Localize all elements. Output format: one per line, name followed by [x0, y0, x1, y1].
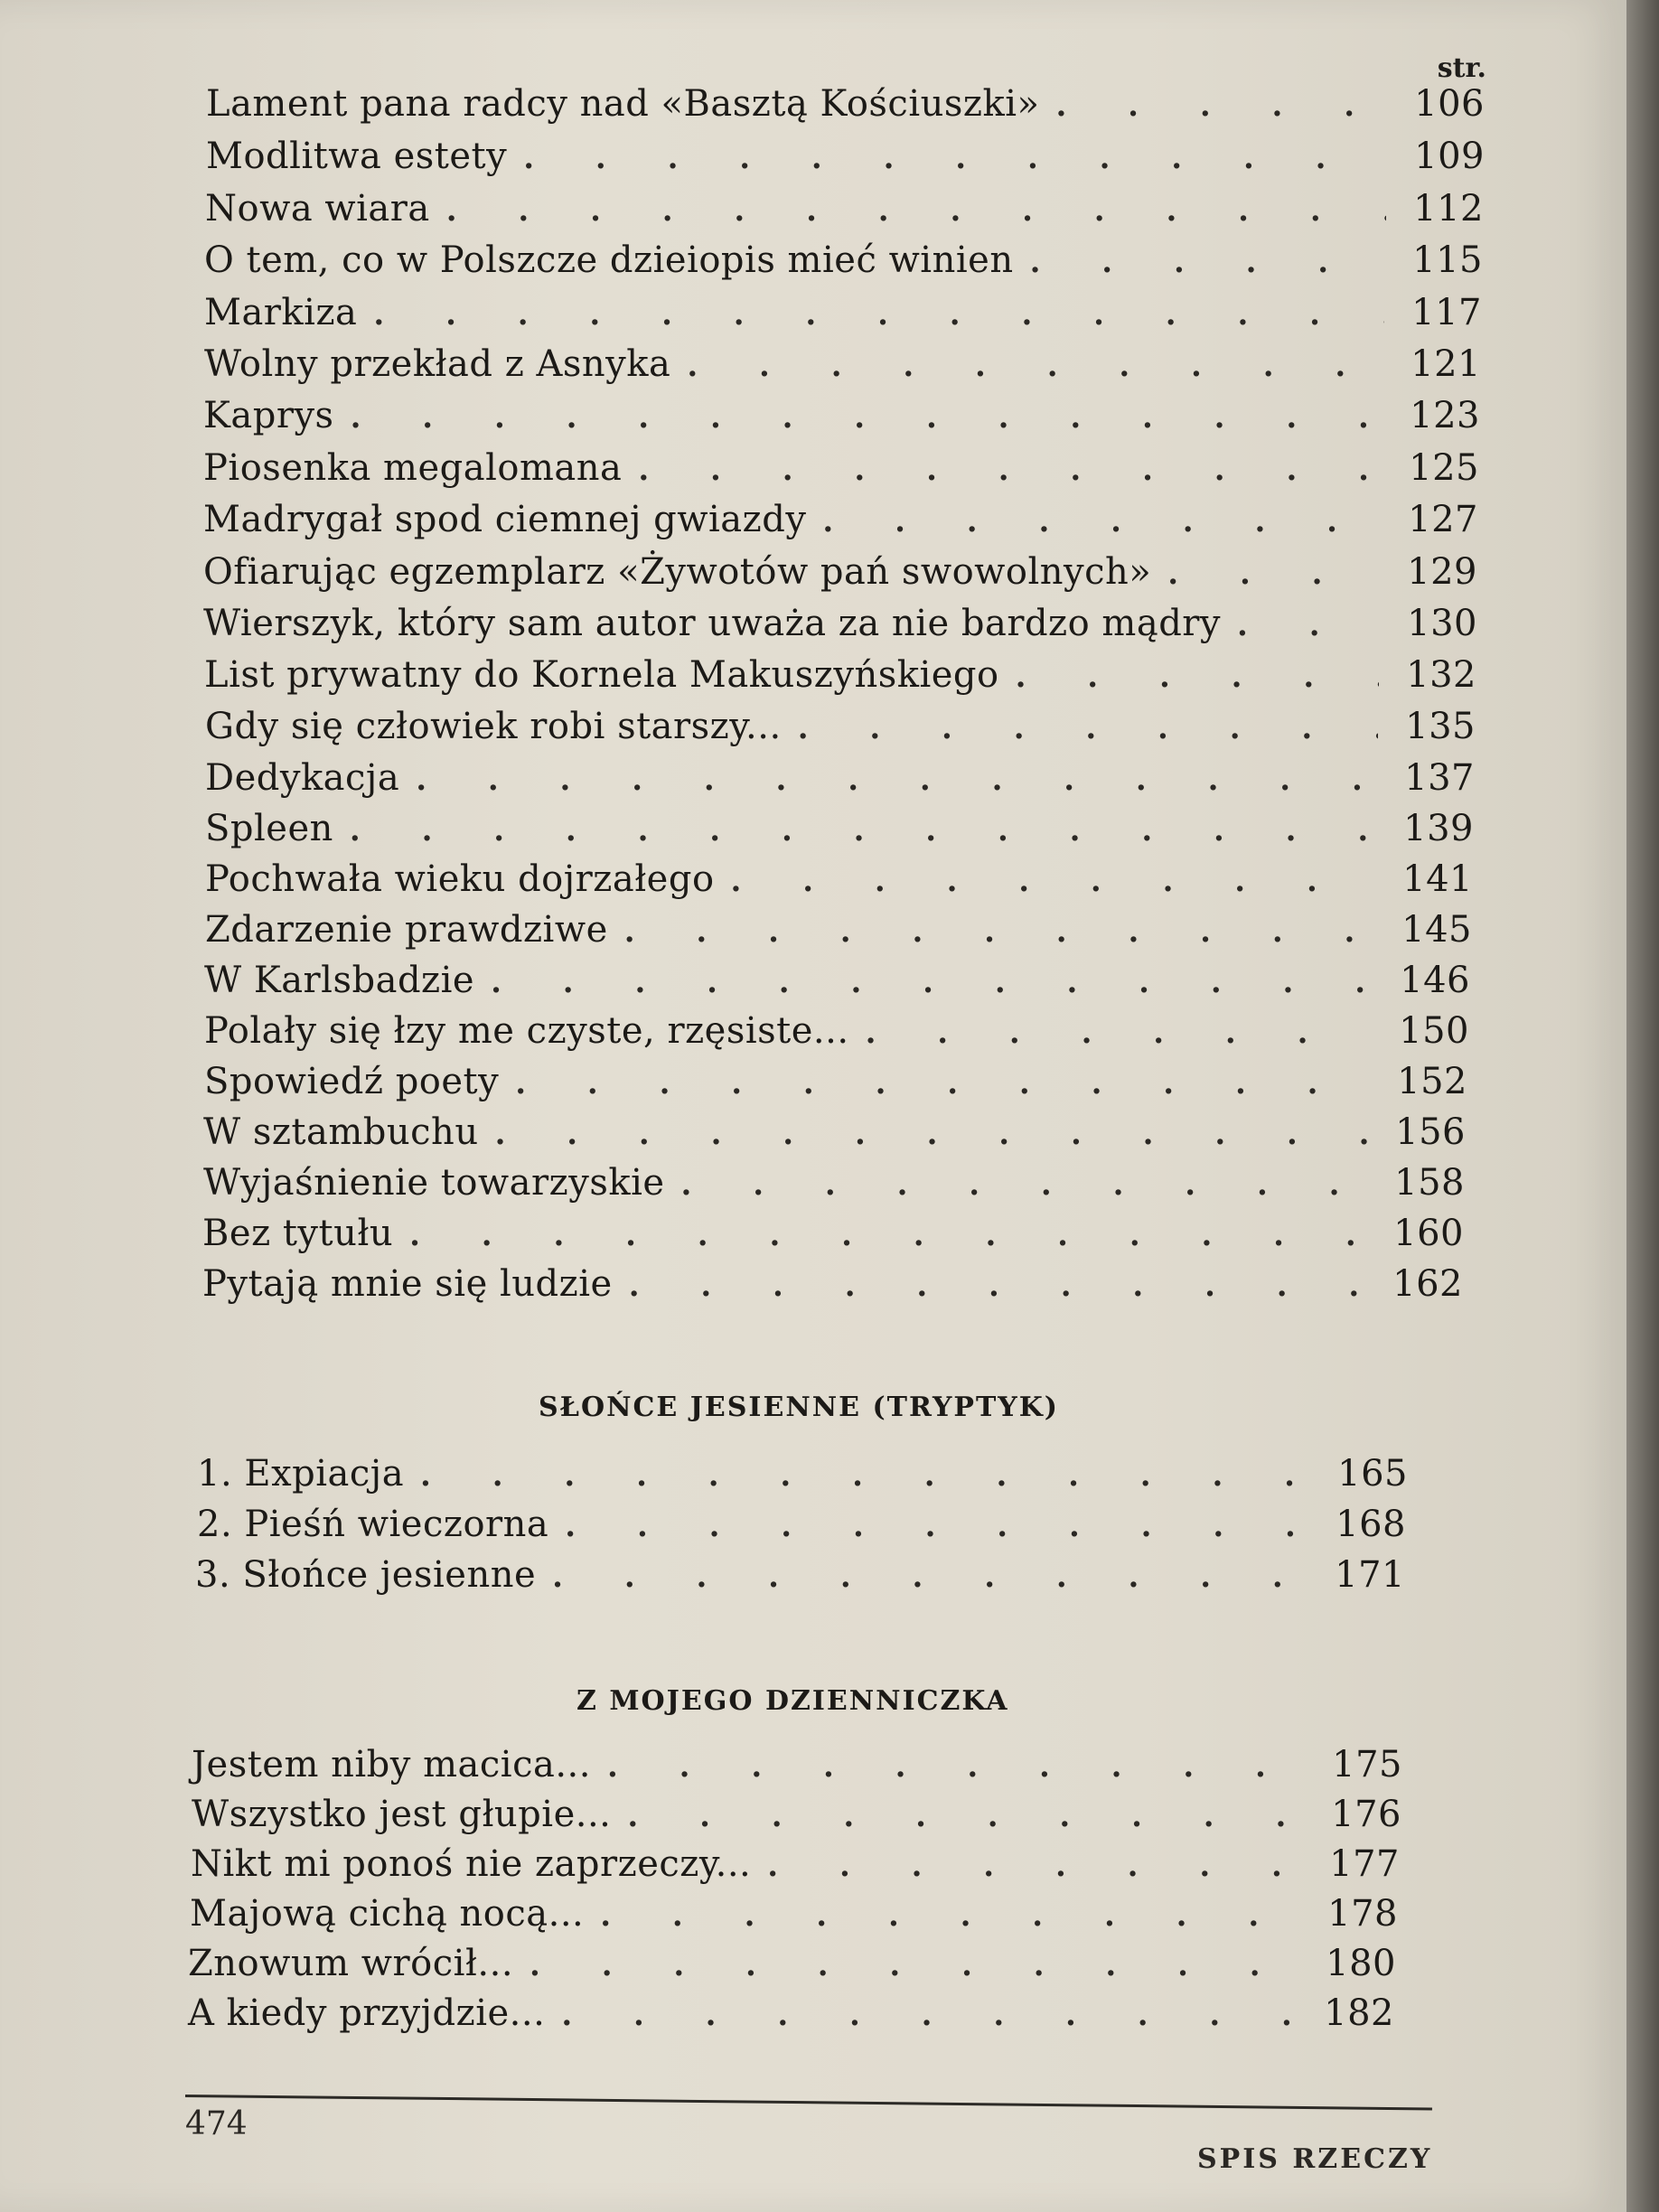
entry-title: Ofiarując egzemplarz «Żywotów pań swowolnych»	[203, 551, 1152, 593]
entry-title: 3. Słońce jesienne	[195, 1554, 537, 1596]
toc-entry	[203, 603, 1477, 644]
entry-title: Markiza	[204, 292, 358, 333]
entry-page: 145	[1401, 909, 1472, 951]
toc-entry	[190, 1893, 1398, 1935]
dot-leader	[607, 1751, 1305, 1782]
toc-entry	[203, 447, 1479, 489]
entry-title: Zdarzenie prawdziwe	[205, 909, 608, 951]
entry-page: 139	[1403, 808, 1474, 849]
dot-leader	[681, 1169, 1367, 1200]
dot-leader	[565, 1511, 1308, 1542]
entry-page: 115	[1412, 239, 1483, 281]
section-heading-tryptyk: SŁOŃCE JESIENNE (TRYPTYK)	[539, 1392, 1059, 1423]
toc-entry	[204, 1010, 1469, 1052]
toc-entry	[203, 1162, 1465, 1204]
entry-page: 176	[1331, 1794, 1401, 1835]
dot-leader	[624, 916, 1374, 947]
entry-page: 180	[1326, 1943, 1396, 1984]
dot-leader	[687, 351, 1383, 381]
toc-entry	[188, 1992, 1394, 2034]
entry-page: 123	[1410, 395, 1480, 436]
entry-title: Polały się łzy me czyste, rzęsiste...	[204, 1010, 849, 1052]
toc-entry	[205, 909, 1472, 951]
dot-leader	[446, 195, 1386, 226]
toc-entry	[205, 808, 1474, 849]
toc-entry	[203, 1111, 1466, 1153]
dot-leader	[629, 1270, 1365, 1301]
dot-leader	[866, 1017, 1372, 1048]
entry-title: Jestem niby macica...	[192, 1744, 591, 1786]
toc-entry	[205, 706, 1476, 747]
entry-title: Spowiedź poety	[204, 1061, 500, 1102]
toc-entry	[205, 188, 1484, 230]
toc-entry	[203, 499, 1478, 540]
entry-page: 171	[1335, 1554, 1405, 1596]
toc-entry	[204, 292, 1482, 333]
dot-leader	[822, 506, 1381, 537]
toc-entry	[202, 1213, 1464, 1254]
dot-leader	[1030, 247, 1385, 277]
entry-page: 165	[1337, 1453, 1408, 1495]
dot-leader	[561, 2000, 1297, 2030]
toc-entry	[206, 136, 1485, 177]
toc-entry	[204, 654, 1476, 696]
entry-page: 125	[1409, 447, 1479, 489]
entry-page: 182	[1324, 1992, 1394, 2034]
entry-page: 160	[1393, 1213, 1464, 1254]
entry-page: 127	[1408, 499, 1478, 540]
entry-page: 178	[1327, 1893, 1398, 1935]
entry-page: 158	[1394, 1162, 1465, 1204]
dot-leader	[351, 402, 1382, 433]
entry-title: Lament pana radcy nad «Basztą Kościuszki»	[206, 83, 1040, 125]
dot-leader	[373, 299, 1384, 330]
toc-entry	[188, 1943, 1396, 1984]
page-column-label: str.	[1437, 52, 1486, 84]
dot-leader	[530, 1950, 1298, 1981]
toc-entry	[197, 1453, 1408, 1495]
dot-leader	[420, 1460, 1310, 1491]
toc-entry	[192, 1794, 1401, 1835]
section-heading-dzienniczek: Z MOJEGO DZIENNICZKA	[576, 1685, 1009, 1717]
footer-page-number: 474	[185, 2105, 248, 2142]
entry-title: W Karlsbadzie	[204, 960, 475, 1001]
toc-entry	[204, 960, 1470, 1001]
entry-title: Znowum wrócił...	[188, 1943, 514, 1984]
dot-leader	[731, 866, 1375, 896]
dot-leader	[515, 1068, 1370, 1099]
dot-leader	[1167, 558, 1380, 589]
entry-title: W sztambuchu	[203, 1111, 479, 1153]
dot-leader	[627, 1801, 1304, 1832]
entry-title: Dedykacja	[205, 757, 400, 799]
toc-entry	[204, 1061, 1467, 1102]
entry-title: Piosenka megalomana	[203, 447, 623, 489]
dot-leader	[767, 1851, 1302, 1881]
entry-title: Gdy się człowiek robi starszy...	[205, 706, 782, 747]
dot-leader	[600, 1900, 1300, 1931]
entry-title: Majową cichą nocą...	[190, 1893, 585, 1935]
toc-entry	[204, 239, 1483, 281]
dot-leader	[638, 455, 1382, 485]
entry-page: 112	[1413, 188, 1484, 230]
entry-page: 137	[1404, 757, 1475, 799]
dot-leader	[798, 713, 1378, 744]
entry-title: Wolny przekład z Asnyka	[204, 343, 671, 385]
entry-title: O tem, co w Polszcze dzieiopis mieć winien	[204, 239, 1014, 281]
footer-running-title: SPIS RZECZY	[1197, 2143, 1433, 2175]
entry-title: Madrygał spod ciemnej gwiazdy	[203, 499, 807, 540]
entry-title: Kaprys	[203, 395, 334, 436]
entry-page: 175	[1332, 1744, 1402, 1786]
entry-title: Pytają mnie się ludzie	[202, 1263, 613, 1305]
book-spine	[1626, 0, 1659, 2212]
entry-title: Spleen	[205, 808, 333, 849]
dot-leader	[552, 1561, 1308, 1592]
entry-title: Wyjaśnienie towarzyskie	[203, 1162, 665, 1204]
entry-page: 106	[1414, 83, 1485, 125]
entry-page: 156	[1395, 1111, 1466, 1153]
toc-entry	[202, 1263, 1463, 1305]
entry-page: 129	[1407, 551, 1477, 593]
entry-title: 2. Pieśń wieczorna	[197, 1504, 549, 1545]
entry-page: 168	[1336, 1504, 1406, 1545]
entry-page: 121	[1411, 343, 1481, 385]
entry-page: 109	[1414, 136, 1485, 177]
entry-title: Nikt mi ponoś nie zaprzeczy...	[191, 1843, 752, 1885]
entry-title: Modlitwa estety	[206, 136, 508, 177]
toc-entry	[206, 83, 1485, 125]
entry-page: 162	[1392, 1263, 1463, 1305]
entry-page: 177	[1329, 1843, 1400, 1885]
toc-entry	[203, 551, 1477, 593]
dot-leader	[409, 1220, 1366, 1251]
dot-leader	[1237, 610, 1380, 641]
dot-leader	[416, 764, 1377, 795]
entry-page: 141	[1402, 858, 1473, 900]
toc-entry	[191, 1843, 1400, 1885]
entry-page: 152	[1397, 1061, 1467, 1102]
entry-page: 135	[1405, 706, 1476, 747]
toc-entry	[204, 343, 1481, 385]
entry-title: Pochwała wieku dojrzałego	[205, 858, 715, 900]
entry-page: 117	[1411, 292, 1482, 333]
entry-title: Wierszyk, który sam autor uważa za nie bardzo mądry	[203, 603, 1222, 644]
dot-leader	[350, 815, 1376, 846]
entry-title: Wszystko jest głupie...	[192, 1794, 612, 1835]
dot-leader	[1016, 661, 1379, 692]
dot-leader	[1056, 90, 1388, 121]
toc-entry	[205, 757, 1475, 799]
dot-leader	[491, 967, 1373, 998]
entry-title: Nowa wiara	[205, 188, 430, 230]
dot-leader	[495, 1119, 1368, 1149]
entry-page: 146	[1400, 960, 1470, 1001]
entry-title: A kiedy przyjdzie...	[188, 1992, 546, 2034]
toc-entry	[192, 1744, 1402, 1786]
entry-page: 130	[1407, 603, 1477, 644]
entry-title: 1. Expiacja	[197, 1453, 405, 1495]
entry-title: Bez tytułu	[202, 1213, 394, 1254]
entry-page: 150	[1399, 1010, 1469, 1052]
dot-leader	[523, 143, 1387, 173]
toc-entry	[197, 1504, 1406, 1545]
toc-entry	[195, 1554, 1405, 1596]
entry-page: 132	[1406, 654, 1476, 696]
toc-entry	[203, 395, 1480, 436]
entry-title: List prywatny do Kornela Makuszyńskiego	[204, 654, 999, 696]
toc-entry	[205, 858, 1473, 900]
